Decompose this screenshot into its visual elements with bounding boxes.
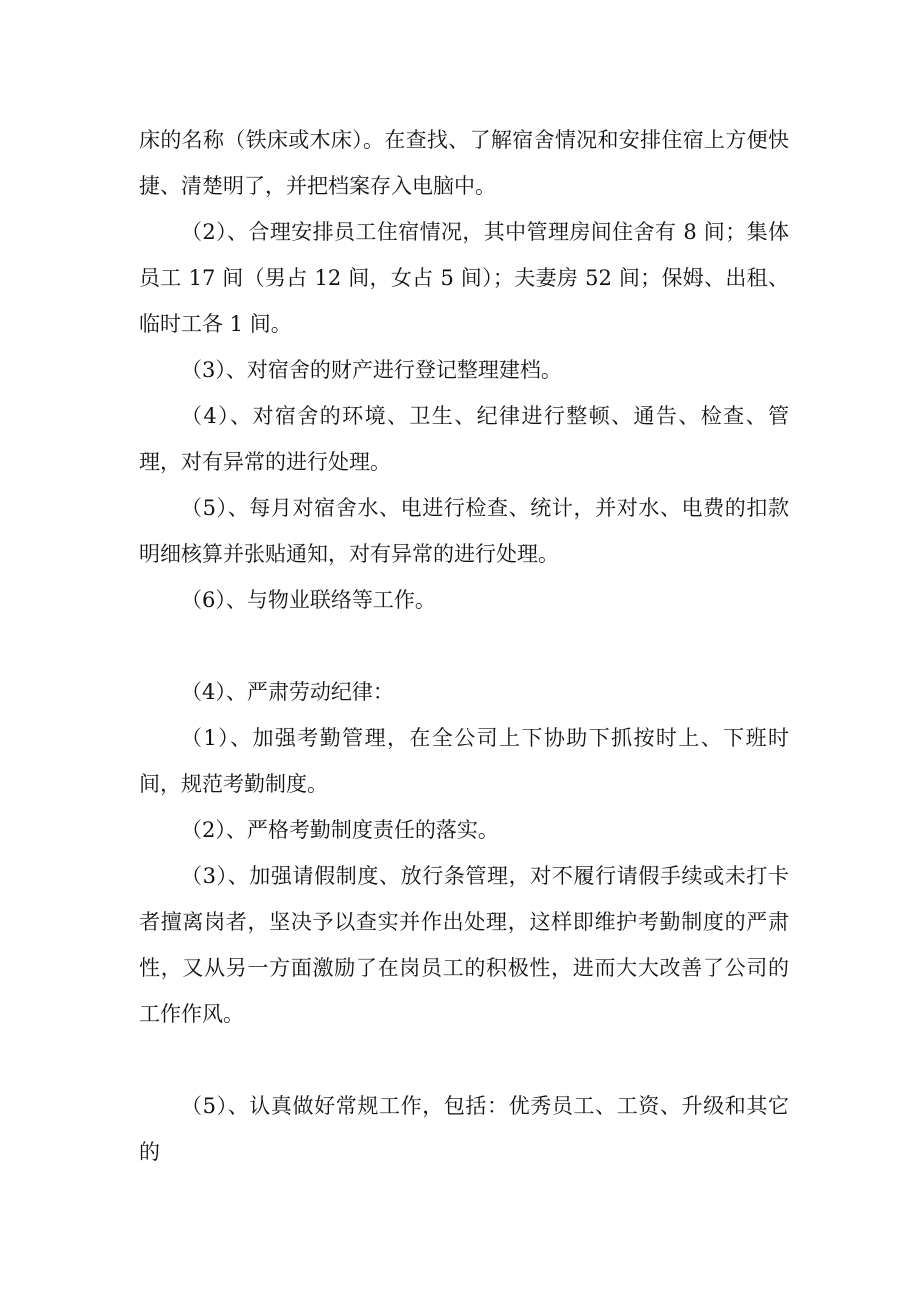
paragraph-leave-management: （3）、加强请假制度、放行条管理，对不履行请假手续或未打卡者擅离岗者，坚决予以查实并作出处理，这样即维护考勤制度的严肃性，又从另一方面激励了在岗员工的积极性，进而大大改善了公司的工作作风。 — [139, 864, 789, 1026]
paragraph-attendance-management: （1）、加强考勤管理，在全公司上下协助下抓按时上、下班时间，规范考勤制度。 — [139, 726, 789, 796]
paragraph-item-5-utilities: （5）、每月对宿舍水、电进行检查、统计，并对水、电费的扣款明细核算并张贴通知，对有异常的进行处理。 — [139, 496, 789, 566]
paragraph-item-4-environment: （4）、对宿舍的环境、卫生、纪律进行整顿、通告、检查、管理，对有异常的进行处理。 — [139, 404, 789, 474]
paragraph-item-6-property-liaison: （6）、与物业联络等工作。 — [181, 588, 436, 612]
section-heading-routine-work: （5）、认真做好常规工作，包括：优秀员工、工资、升级和其它的 — [139, 1094, 789, 1164]
blank-line — [139, 1037, 789, 1083]
paragraph-item-2-housing: （2）、合理安排员工住宿情况，其中管理房间住舍有 8 间；集体员工 17 间（男占 12 间，女占 5 间）；夫妻房 52 间；保姆、出租、临时工各 1 间。 — [139, 220, 789, 336]
document-body — [139, 117, 789, 1175]
paragraph-dorm-archive: 床的名称（铁床或木床）。在查找、了解宿舍情况和安排住宿上方便快捷、清楚明了，并把档案存入电脑中。 — [139, 128, 789, 198]
paragraph-attendance-responsibility: （2）、严格考勤制度责任的落实。 — [181, 818, 499, 842]
paragraph-item-3-property: （3）、对宿舍的财产进行登记整理建档。 — [181, 358, 562, 382]
blank-line — [139, 623, 789, 669]
section-heading-labor-discipline: （4）、严肃劳动纪律： — [181, 680, 394, 704]
